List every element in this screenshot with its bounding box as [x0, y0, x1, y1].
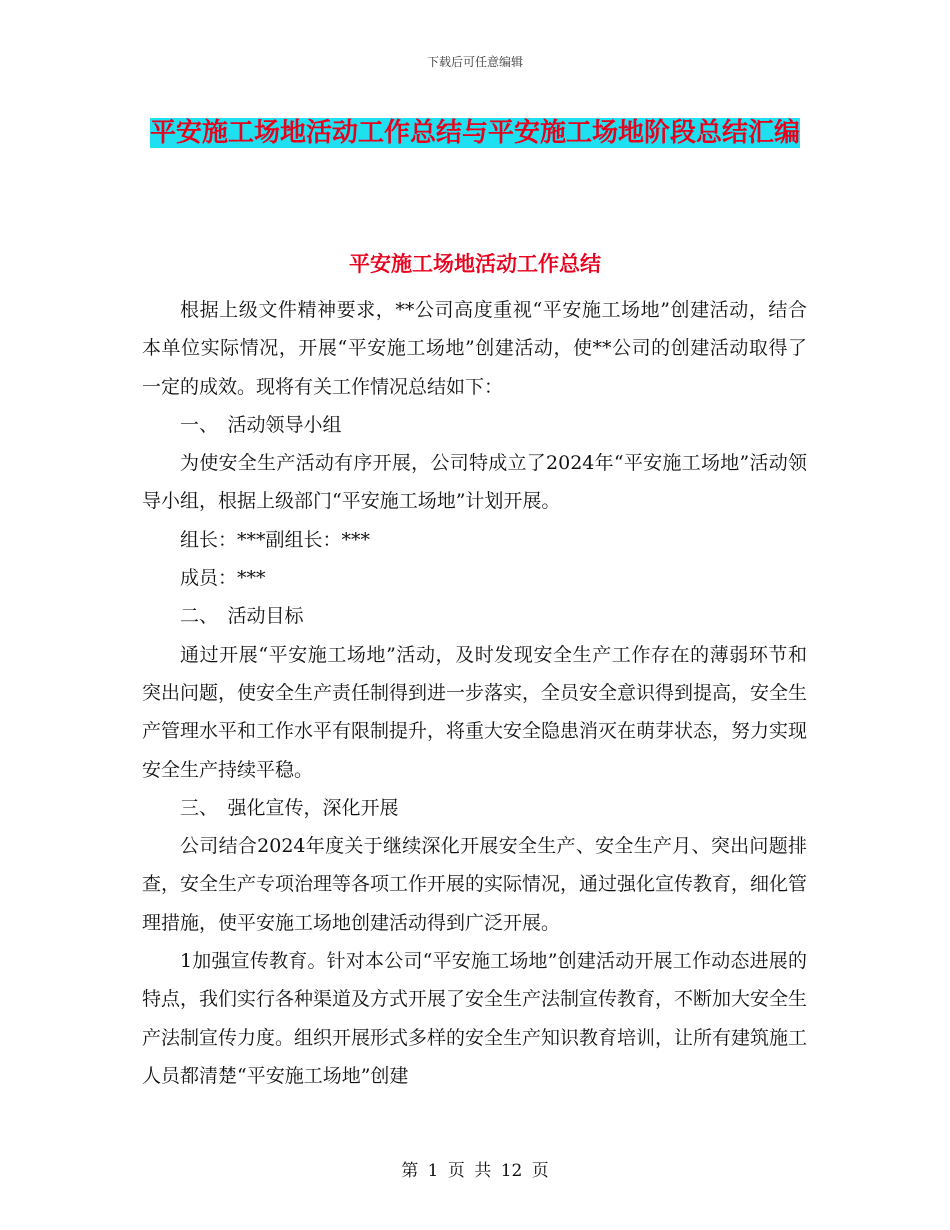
paragraph-leadership: 为使安全生产活动有序开展，公司特成立了2024年“平安施工场地”活动领导小组，根据上级部门“平安施工场地”计划开展。 — [142, 452, 807, 513]
paragraph-group-leaders: 组长：***副组长：*** — [180, 528, 371, 551]
heading-leadership-group: 一、 活动领导小组 — [180, 413, 342, 436]
heading-objectives: 二、 活动目标 — [180, 605, 304, 628]
page-footer: 第 1 页 共 12 页 — [401, 1161, 549, 1181]
paragraph-intro: 根据上级文件精神要求，**公司高度重视“平安施工场地”创建活动，结合本单位实际情况，开展“平安施工场地”创建活动，使**公司的创建活动取得了一定的成效。现将有关工作情况总结如下： — [142, 299, 807, 398]
document-title — [150, 110, 800, 157]
document-title-text: 平安施工场地活动工作总结与平安施工场地阶段总结汇编 — [150, 118, 801, 148]
document-body — [142, 291, 807, 1095]
paragraph-publicity: 公司结合2024年度关于继续深化开展安全生产、安全生产月、突出问题排查，安全生产专项治理等各项工作开展的实际情况，通过强化宣传教育，细化管理措施，使平安施工场地创建活动得到广泛开展。 — [142, 835, 808, 934]
heading-publicity: 三、 强化宣传，深化开展 — [180, 796, 399, 819]
header-note: 下载后可任意编辑 — [426, 55, 523, 69]
section-title: 平安施工场地活动工作总结 — [349, 251, 601, 276]
paragraph-education: 1加强宣传教育。针对本公司“平安施工场地”创建活动开展工作动态进展的特点，我们实行各种渠道及方式开展了安全生产法制宣传教育，不断加大安全生产法制宣传力度。组织开展形式多样的安全生产知识教育培训，让所有建筑施工人员都清楚“平安施工场地”创建 — [142, 950, 808, 1087]
paragraph-members: 成员：*** — [180, 567, 266, 590]
paragraph-objectives: 通过开展“平安施工场地”活动，及时发现安全生产工作存在的薄弱环节和突出问题，使安全生产责任制得到进一步落实，全员安全意识得到提高，安全生产管理水平和工作水平有限制提升，将重大安全隐患消灭在萌芽状态，努力实现安全生产持续平稳。 — [142, 643, 808, 781]
